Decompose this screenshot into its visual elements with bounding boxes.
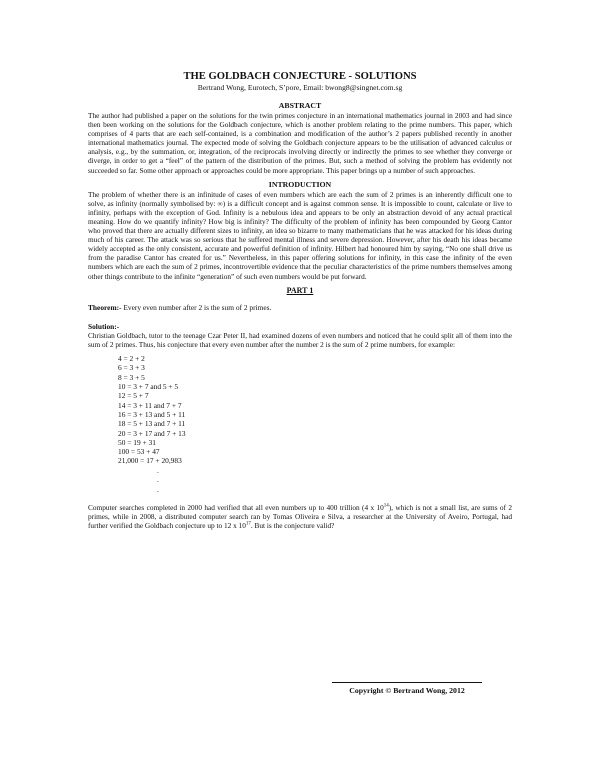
theorem-text: Every even number after 2 is the sum of 2 primes. xyxy=(121,302,272,312)
abstract-text: The author had published a paper on the solutions for the twin primes conjecture in an international mathematics journal in 2003 and had since then been working on the solutions for the Goldbach conjecture, which is another problem relating to the prime numbers. This paper, which comprises of 4 parts that are each self-contained, is a combination and modification of the author’s 2 papers published recently in another international mathematics journal. The expected mode of solving the Goldbach conjecture appears to be the utilisation of advanced calculus or analysis, e.g., by the summation, or, integration, of the reciprocals involving directly or indirectly the primes to see whether they converge or diverge, in order to get a “feel” of the pattern of the distribution of the primes. But, such a method of solving the problem has evidently not succeeded so far. Some other approach or approaches could be more appropriate. This paper brings up a number of such approaches. xyxy=(88,111,512,175)
closing-paragraph xyxy=(88,503,512,530)
example-item: 18 = 5 + 13 and 7 + 11 xyxy=(118,419,186,429)
example-item: 16 = 3 + 13 and 5 + 11 xyxy=(118,409,186,419)
closing-text-part-2: ), which is not a small list, are sums of 2 primes, while in 2008, a distributed computer search ran by Tomas Oliveira e Silva, a researcher at the University of Aveiro, Portugal, had further verified the Goldbach conjecture up to 12 x 10 xyxy=(88,503,512,531)
author-byline: Bertrand Wong, Eurotech, S’pore, Email: bwong8@singnet.com.sg xyxy=(197,83,403,92)
closing-text-part-1: Computer searches completed in 2000 had verified that all even numbers up to 400 trillion (4 x 10 xyxy=(88,503,384,513)
abstract-heading: ABSTRACT xyxy=(278,101,322,110)
example-item: 12 = 5 + 7 xyxy=(118,391,149,401)
closing-exponent-1: 14 xyxy=(383,503,389,509)
continuation-dot: . xyxy=(157,465,159,475)
continuation-dots xyxy=(157,466,512,495)
example-item: 8 = 3 + 5 xyxy=(118,372,145,382)
example-item: 14 = 3 + 11 and 7 + 7 xyxy=(118,400,182,410)
closing-text-part-3: . But is the conjecture valid? xyxy=(250,521,335,531)
closing-exponent-2: 17 xyxy=(245,522,251,528)
example-item: 6 = 3 + 3 xyxy=(118,363,145,373)
example-item: 21,000 = 17 + 20,983 xyxy=(118,456,182,466)
introduction-text: The problem of whether there is an infinitude of cases of even numbers which are each the sum of 2 primes is an inherently difficult one to solve, as infinity (normally symbolised by: ∞) is a difficult concept and is against common sense. It is impossible to count, calculate or live to infinity, perhaps with the exception of God. Infinity is a nebulous idea and appears to be only an abstraction devoid of any actual practical meaning. How do we quantify infinity? How big is infinity? The difficulty of the problem of infinity has been compounded by Georg Cantor who proved that there are actually different sizes to infinity, an idea so bizarre to many mathematicians that he was attacked for his ideas during much of his career. The attack was so serious that he suffered mental illness and severe depression. However, after his death his ideas became widely accepted as the only consistent, accurate and powerful definition of infinity. Hilbert had honoured him by saying, “No one shall drive us from the paradise Cantor has created for us.” Nevertheless, in this paper offering solutions for infinity, in this case the infinity of the even numbers which are each the sum of 2 primes, incontrovertible evidence that the peculiar characteristics of the prime numbers themselves among other things contribute to the infinite “generation” of such even numbers would be put forward. xyxy=(88,189,512,281)
solution-text: Christian Goldbach, tutor to the teenage Czar Peter II, had examined dozens of even numbers and noticed that he could split all of them into the sum of 2 primes. Thus, his conjecture that every even number after the number 2 is the sum of 2 prime numbers, for example: xyxy=(88,331,512,350)
continuation-dot: . xyxy=(157,484,159,494)
example-item: 50 = 19 + 31 xyxy=(118,437,156,447)
goldbach-examples-list xyxy=(118,354,512,466)
example-item: 100 = 53 + 47 xyxy=(118,447,160,457)
example-item: 20 = 3 + 17 and 7 + 13 xyxy=(118,428,186,438)
theorem-statement xyxy=(88,303,512,312)
copyright-notice: Copyright © Bertrand Wong, 2012 xyxy=(332,682,482,696)
introduction-heading: INTRODUCTION xyxy=(268,179,332,189)
solution-label: Solution:- xyxy=(88,321,120,331)
example-item: 4 = 2 + 2 xyxy=(118,354,145,364)
theorem-label: Theorem:- xyxy=(88,302,122,312)
paper-title: THE GOLDBACH CONJECTURE - SOLUTIONS xyxy=(183,71,417,82)
example-item: 10 = 3 + 7 and 5 + 5 xyxy=(118,382,179,392)
part1-heading: PART 1 xyxy=(286,285,314,295)
continuation-dot: . xyxy=(157,475,159,485)
